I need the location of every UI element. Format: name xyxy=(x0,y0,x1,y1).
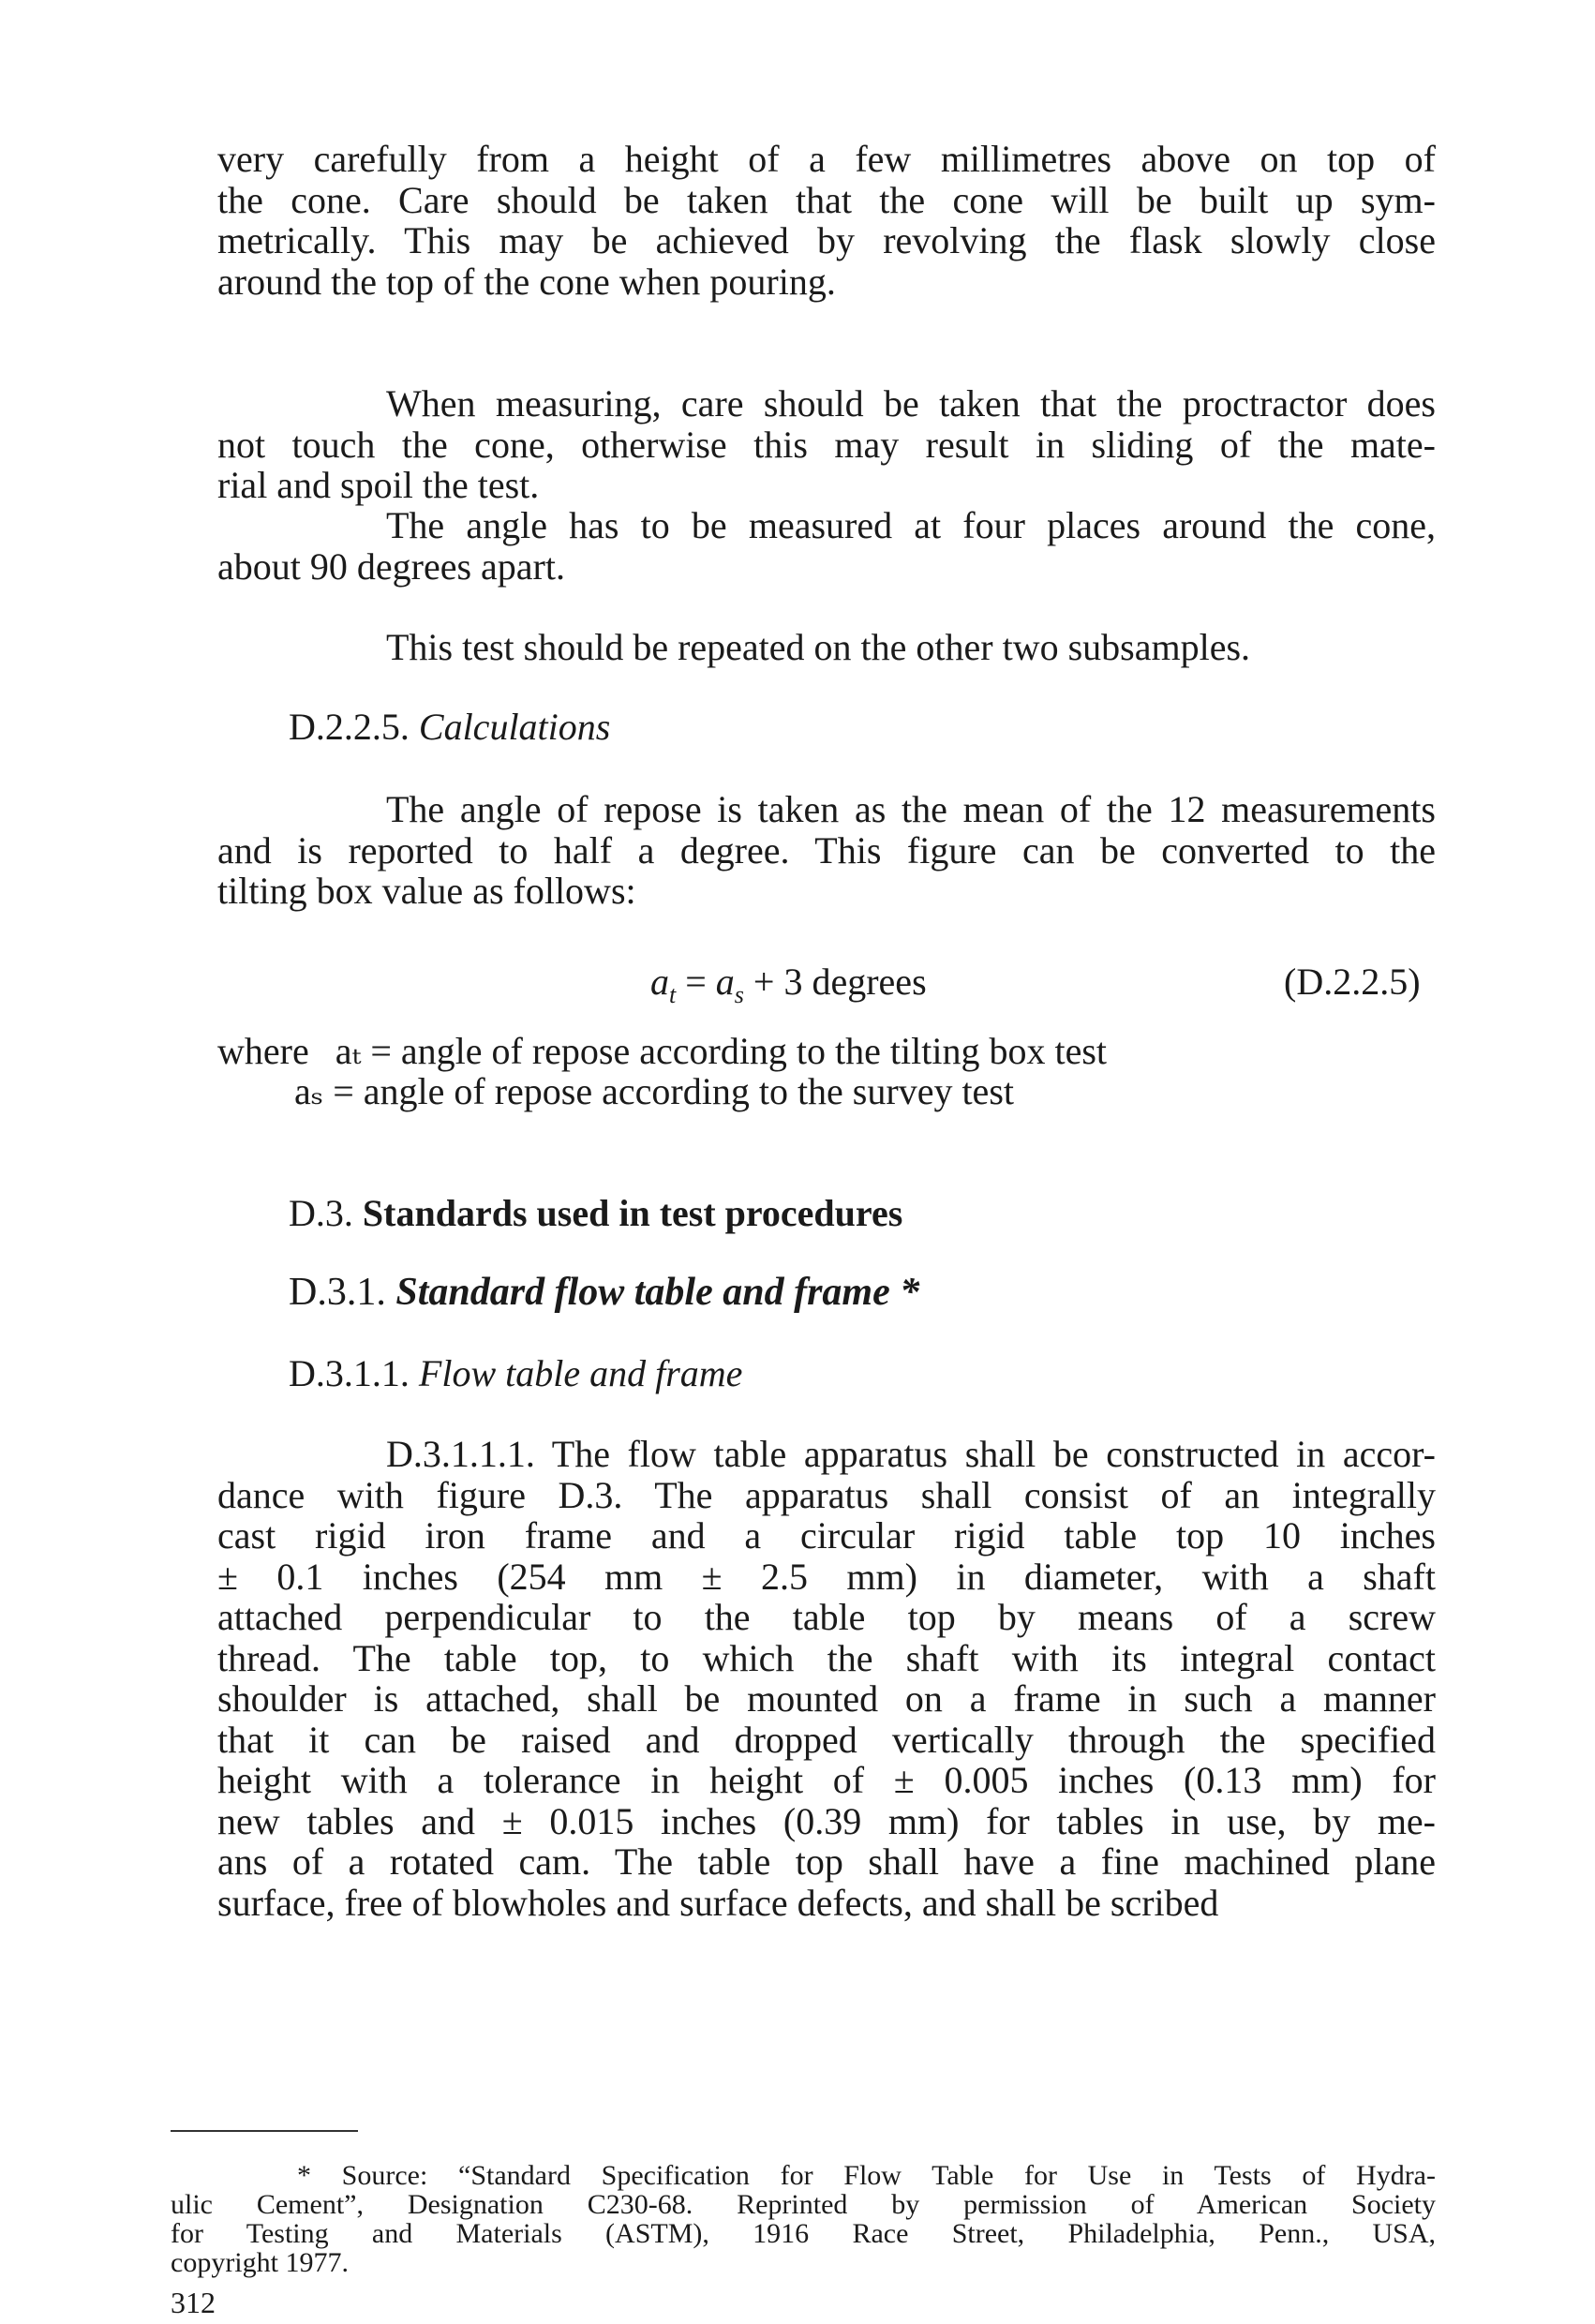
text-line: thread. The table top, to which the shaft with its integral contact xyxy=(217,1636,1436,1679)
heading-title: Standard flow table and frame * xyxy=(395,1271,920,1314)
equation-var: a xyxy=(650,961,669,1003)
paragraph-angle-measured xyxy=(217,505,1436,587)
equation-label-text: (D.2.2.5) xyxy=(1284,961,1421,1003)
text-line: The angle has to be measured at four places around the cone, xyxy=(386,504,1436,546)
paragraph-cone-pouring xyxy=(217,139,1436,302)
text-line: that it can be raised and dropped vertically through the specified xyxy=(217,1718,1436,1761)
text-line: very carefully from a height of a few millimetres above on top of xyxy=(217,138,1436,180)
text-line: ulic Cement”, Designation C230-68. Reprinted by permission of American Society xyxy=(171,2189,1436,2220)
text-line: attached perpendicular to the table top by means of a screw xyxy=(217,1596,1436,1638)
equation-equals: = xyxy=(685,961,707,1003)
paragraph-measuring-care xyxy=(217,383,1436,506)
text-line: ± 0.1 inches (254 mm ± 2.5 mm) in diameter, with a shaft xyxy=(217,1555,1436,1598)
definition-symbol: aₛ xyxy=(294,1070,324,1112)
text-line: the cone. Care should be taken that the cone will be built up sym- xyxy=(217,178,1436,221)
text-line: new tables and ± 0.015 inches (0.39 mm) for tables in use, by me- xyxy=(217,1799,1436,1842)
text-line: ans of a rotated cam. The table top shall have a fine machined plane xyxy=(217,1840,1436,1883)
text-line: This test should be repeated on the other two subsamples. xyxy=(386,626,1251,668)
text-line: The angle of repose is taken as the mean of the 12 measurements xyxy=(386,788,1436,830)
heading-number: D.2.2.5. xyxy=(289,706,410,748)
text-line: rial and spoil the test. xyxy=(217,464,540,506)
equation-subscript: s xyxy=(734,981,744,1008)
text-line: and is reported to half a degree. This figure can be converted to the xyxy=(217,828,1436,872)
equation-label xyxy=(1284,961,1421,1002)
page-number: 312 xyxy=(171,2286,216,2319)
text-line: tilting box value as follows: xyxy=(217,870,636,912)
equation-subscript: t xyxy=(669,981,677,1008)
definition-tilting xyxy=(217,1031,1107,1071)
where-word: where xyxy=(217,1030,309,1072)
text-line: shoulder is attached, shall be mounted on a frame in such a manner xyxy=(217,1677,1436,1720)
text-line: dance with figure D.3. The apparatus shall consist of an integrally xyxy=(217,1473,1436,1516)
heading-title: Calculations xyxy=(418,706,611,748)
heading-title: Standards used in test procedures xyxy=(362,1192,903,1234)
definition-text: = angle of repose according to the survey test xyxy=(333,1070,1014,1112)
definition-text: = angle of repose according to the tilting box test xyxy=(370,1030,1108,1072)
text-line: D.3.1.1.1. The flow table apparatus shall be constructed in accor- xyxy=(386,1433,1436,1475)
text-line: * Source: “Standard Specification for Flow Table for Use in Tests of Hydra- xyxy=(297,2160,1436,2191)
definition-symbol: aₜ xyxy=(335,1030,362,1072)
equation-angle-conversion xyxy=(650,961,927,1015)
text-line: copyright 1977. xyxy=(171,2247,349,2278)
heading-standards xyxy=(289,1193,902,1233)
equation-rhs: + 3 degrees xyxy=(753,961,927,1003)
text-line: height with a tolerance in height of ± 0.005 inches (0.13 mm) for xyxy=(217,1759,1436,1801)
text-line: for Testing and Materials (ASTM), 1916 Race Street, Philadelphia, Penn., USA, xyxy=(171,2218,1436,2249)
footnote-divider xyxy=(171,2130,358,2132)
heading-title: Flow table and frame xyxy=(418,1352,743,1394)
heading-flow-frame xyxy=(289,1353,742,1393)
footnote-source xyxy=(171,2161,1436,2277)
definition-survey xyxy=(294,1071,1014,1111)
text-line: metrically. This may be achieved by revolving the flask slowly close xyxy=(217,219,1436,261)
text-line: around the top of the cone when pouring. xyxy=(217,260,836,303)
text-line: about 90 degrees apart. xyxy=(217,544,565,588)
heading-calculations xyxy=(289,707,610,747)
text-line: not touch the cone, otherwise this may result in sliding of the mate- xyxy=(217,423,1436,466)
equation-var: a xyxy=(715,961,735,1003)
text-line: When measuring, care should be taken that the proctractor does xyxy=(386,382,1436,425)
heading-flow-table xyxy=(289,1273,919,1313)
heading-number: D.3.1.1. xyxy=(289,1352,410,1394)
paragraph-repeat-test xyxy=(217,627,1436,668)
text-line: surface, free of blowholes and surface defects, and shall be scribed xyxy=(217,1881,1219,1924)
heading-number: D.3. xyxy=(289,1192,353,1234)
heading-number: D.3.1. xyxy=(289,1271,386,1314)
paragraph-flow-table-apparatus xyxy=(217,1434,1436,1923)
text-line: cast rigid iron frame and a circular rigid table top 10 inches xyxy=(217,1514,1436,1557)
paragraph-angle-of-repose xyxy=(217,789,1436,912)
